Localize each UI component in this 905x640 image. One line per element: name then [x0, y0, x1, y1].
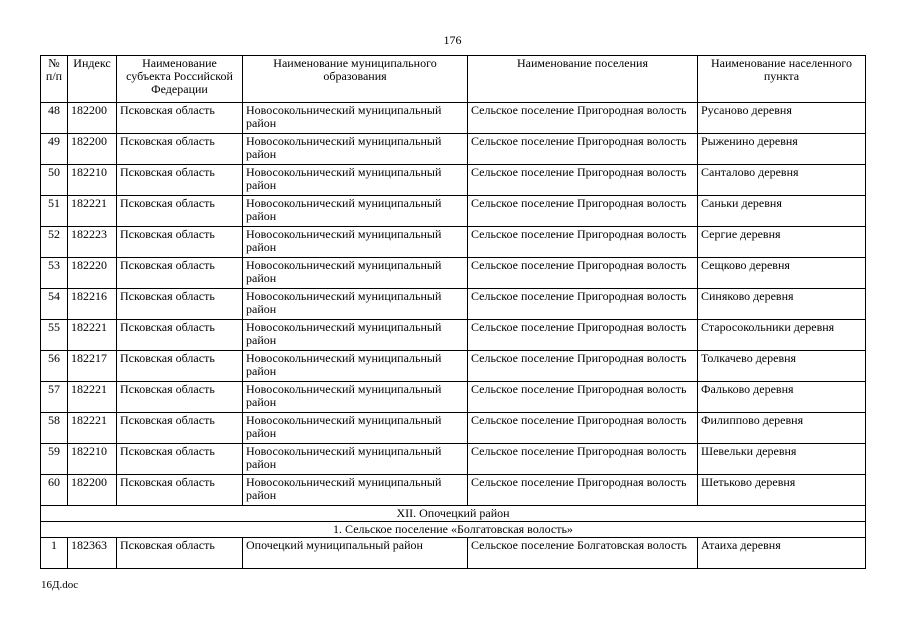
cell-num: 53 — [41, 258, 68, 289]
cell-municipality: Новосокольнический муниципальный район — [243, 258, 468, 289]
cell-subject: Псковская область — [117, 289, 243, 320]
cell-num: 52 — [41, 227, 68, 258]
cell-index: 182221 — [68, 320, 117, 351]
cell-settlement: Сельское поселение Пригородная волость — [468, 382, 698, 413]
cell-subject: Псковская область — [117, 134, 243, 165]
cell-index: 182200 — [68, 475, 117, 506]
cell-municipality: Новосокольнический муниципальный район — [243, 444, 468, 475]
cell-index: 182210 — [68, 444, 117, 475]
cell-settlement: Сельское поселение Пригородная волость — [468, 413, 698, 444]
table-header-row — [41, 56, 866, 103]
table-row — [41, 413, 866, 444]
cell-settlement: Сельское поселение Пригородная волость — [468, 103, 698, 134]
cell-num: 55 — [41, 320, 68, 351]
header-num: № п/п — [41, 56, 68, 103]
table-row — [41, 289, 866, 320]
table-row — [41, 258, 866, 289]
cell-subject: Псковская область — [117, 103, 243, 134]
cell-index: 182210 — [68, 165, 117, 196]
cell-settlement: Сельское поселение Пригородная волость — [468, 165, 698, 196]
table-row — [41, 196, 866, 227]
cell-municipality: Новосокольнический муниципальный район — [243, 475, 468, 506]
cell-num: 58 — [41, 413, 68, 444]
header-subject: Наименование субъекта Российской Федерации — [117, 56, 243, 103]
table-row — [41, 538, 866, 569]
section-row — [41, 506, 866, 522]
cell-municipality: Новосокольнический муниципальный район — [243, 103, 468, 134]
cell-subject: Псковская область — [117, 196, 243, 227]
cell-index: 182217 — [68, 351, 117, 382]
cell-num: 49 — [41, 134, 68, 165]
cell-settlement: Сельское поселение Болгатовская волость — [468, 538, 698, 569]
cell-index: 182200 — [68, 134, 117, 165]
cell-subject: Псковская область — [117, 258, 243, 289]
cell-municipality: Новосокольнический муниципальный район — [243, 227, 468, 258]
page-number: 176 — [443, 33, 462, 47]
table-row — [41, 382, 866, 413]
table-row — [41, 103, 866, 134]
table-row — [41, 351, 866, 382]
cell-index: 182363 — [68, 538, 117, 569]
cell-municipality: Новосокольнический муниципальный район — [243, 134, 468, 165]
header-locality: Наименование населенного пункта — [698, 56, 866, 103]
header-municipality: Наименование муниципального образования — [243, 56, 468, 103]
cell-num: 57 — [41, 382, 68, 413]
cell-municipality: Новосокольнический муниципальный район — [243, 196, 468, 227]
cell-index: 182223 — [68, 227, 117, 258]
cell-num: 51 — [41, 196, 68, 227]
cell-subject: Псковская область — [117, 351, 243, 382]
cell-subject: Псковская область — [117, 382, 243, 413]
header-settlement: Наименование поселения — [468, 56, 698, 103]
cell-subject: Псковская область — [117, 538, 243, 569]
table-row — [41, 444, 866, 475]
cell-num: 59 — [41, 444, 68, 475]
cell-municipality: Новосокольнический муниципальный район — [243, 289, 468, 320]
cell-settlement: Сельское поселение Пригородная волость — [468, 351, 698, 382]
cell-locality: Шевельки деревня — [698, 444, 866, 475]
table-row — [41, 165, 866, 196]
cell-settlement: Сельское поселение Пригородная волость — [468, 258, 698, 289]
cell-subject: Псковская область — [117, 444, 243, 475]
cell-index: 182221 — [68, 382, 117, 413]
settlements-table — [40, 55, 866, 569]
cell-locality: Синяково деревня — [698, 289, 866, 320]
cell-locality: Атаиха деревня — [698, 538, 866, 569]
cell-settlement: Сельское поселение Пригородная волость — [468, 320, 698, 351]
cell-num: 54 — [41, 289, 68, 320]
section-title: XII. Опочецкий район — [41, 506, 866, 522]
subsection-row — [41, 522, 866, 538]
cell-locality: Сещково деревня — [698, 258, 866, 289]
cell-settlement: Сельское поселение Пригородная волость — [468, 196, 698, 227]
footer-filename: 16Д.doc — [41, 579, 79, 591]
cell-municipality: Новосокольнический муниципальный район — [243, 382, 468, 413]
cell-settlement: Сельское поселение Пригородная волость — [468, 134, 698, 165]
cell-locality: Толкачево деревня — [698, 351, 866, 382]
header-index: Индекс — [68, 56, 117, 103]
cell-subject: Псковская область — [117, 227, 243, 258]
cell-settlement: Сельское поселение Пригородная волость — [468, 475, 698, 506]
cell-locality: Фальково деревня — [698, 382, 866, 413]
cell-subject: Псковская область — [117, 320, 243, 351]
cell-municipality: Новосокольнический муниципальный район — [243, 413, 468, 444]
cell-index: 182221 — [68, 413, 117, 444]
cell-num: 50 — [41, 165, 68, 196]
cell-municipality: Опочецкий муниципальный район — [243, 538, 468, 569]
cell-index: 182221 — [68, 196, 117, 227]
cell-index: 182200 — [68, 103, 117, 134]
cell-index: 182220 — [68, 258, 117, 289]
cell-num: 60 — [41, 475, 68, 506]
table-row — [41, 320, 866, 351]
cell-settlement: Сельское поселение Пригородная волость — [468, 444, 698, 475]
cell-locality: Филиппово деревня — [698, 413, 866, 444]
cell-locality: Сергие деревня — [698, 227, 866, 258]
cell-locality: Саньки деревня — [698, 196, 866, 227]
cell-municipality: Новосокольнический муниципальный район — [243, 165, 468, 196]
cell-locality: Шетьково деревня — [698, 475, 866, 506]
subsection-title: 1. Сельское поселение «Болгатовская волость» — [41, 522, 866, 538]
cell-index: 182216 — [68, 289, 117, 320]
cell-locality: Русаново деревня — [698, 103, 866, 134]
cell-locality: Рыженино деревня — [698, 134, 866, 165]
cell-locality: Санталово деревня — [698, 165, 866, 196]
cell-settlement: Сельское поселение Пригородная волость — [468, 289, 698, 320]
table-row — [41, 134, 866, 165]
cell-municipality: Новосокольнический муниципальный район — [243, 320, 468, 351]
table-row — [41, 227, 866, 258]
cell-settlement: Сельское поселение Пригородная волость — [468, 227, 698, 258]
cell-num: 1 — [41, 538, 68, 569]
cell-num: 56 — [41, 351, 68, 382]
cell-subject: Псковская область — [117, 475, 243, 506]
cell-locality: Старосокольники деревня — [698, 320, 866, 351]
cell-num: 48 — [41, 103, 68, 134]
table-body — [41, 103, 866, 569]
cell-subject: Псковская область — [117, 165, 243, 196]
cell-subject: Псковская область — [117, 413, 243, 444]
cell-municipality: Новосокольнический муниципальный район — [243, 351, 468, 382]
table-row — [41, 475, 866, 506]
